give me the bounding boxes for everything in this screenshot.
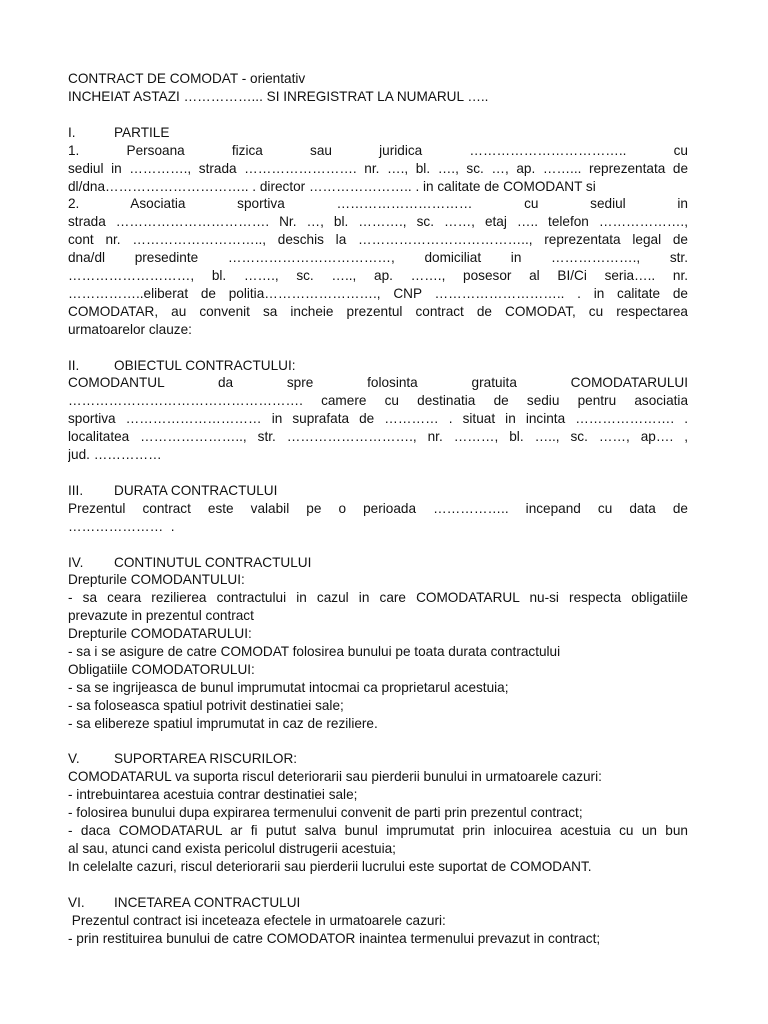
section-title: CONTINUTUL CONTRACTULUI <box>114 554 312 570</box>
paragraph-line: - prin restituirea bunului de catre COMODATOR inaintea termenului prevazut in contract; <box>68 930 601 946</box>
paragraph-line: - sa ceara rezilierea contractului in cazul in care COMODATARUL nu-si respecta obligatiile <box>68 590 688 606</box>
paragraph-line: urmatoarelor clauze: <box>68 321 192 337</box>
section-gap <box>68 106 688 124</box>
paragraph-line: sediul in …………., strada ……………………. nr. …., bl. …., sc. …, ap. ……... reprezentata de <box>68 160 688 176</box>
section-gap <box>68 876 688 894</box>
paragraph-line: 1. Persoana fizica sau juridica …………………………….. cu <box>68 142 688 158</box>
section-number: VI. <box>68 894 85 910</box>
paragraph-line: In celelalte cazuri, riscul deteriorarii sau pierderii lucrului este suportat de COMODANT. <box>68 858 592 874</box>
paragraph-line: ……………………………………………. camere cu destinatia de sediu pentru asociatia <box>68 393 688 409</box>
paragraph-line: - sa se ingrijeasca de bunul imprumutat intocmai ca proprietarul acestuia; <box>68 679 509 695</box>
paragraph-line: localitatea ………………….., str. ………………………., nr. ………, bl. ….., sc. ……, ap…. , <box>68 429 688 445</box>
document-body <box>68 70 688 947</box>
section-number: IV. <box>68 554 84 570</box>
paragraph-line: ………………… . <box>68 518 175 534</box>
document-title: CONTRACT DE COMODAT - orientativ <box>68 71 306 86</box>
section-title: PARTILE <box>114 124 170 140</box>
paragraph-line: prevazute in prezentul contract <box>68 608 254 624</box>
paragraph-line: Drepturile COMODATARULUI: <box>68 626 252 642</box>
section-heading <box>68 482 688 500</box>
paragraph-line: ………………………, bl. ……., sc. ….., ap. ……., posesor al BI/Ci seria….. nr. <box>68 267 688 283</box>
paragraph-line: COMODANTUL da spre folosinta gratuita COMODATARULUI <box>68 375 688 391</box>
paragraph-line: jud. …………… <box>68 446 162 462</box>
section-number: V. <box>68 751 80 767</box>
sections-container <box>68 106 688 948</box>
section-title: OBIECTUL CONTRACTULUI: <box>114 357 296 373</box>
section-title: INCETAREA CONTRACTULUI <box>114 894 301 910</box>
section-title: DURATA CONTRACTULUI <box>114 482 278 498</box>
section-gap <box>68 536 688 554</box>
section-gap <box>68 732 688 750</box>
section-heading <box>68 124 688 142</box>
section-title: SUPORTAREA RISCURILOR: <box>114 751 298 767</box>
section-heading <box>68 750 688 768</box>
paragraph-line: sportiva ………………………… in suprafata de ………… . situat in incinta …………………. . <box>68 411 688 427</box>
section-number: III. <box>68 482 84 498</box>
section-heading <box>68 894 688 912</box>
paragraph-line: ……………..eliberat de politia……………………., CNP ……………………….. . in calitate de <box>68 285 688 301</box>
paragraph-line: 2. Asociatia sportiva ………………………… cu sediul in <box>68 196 688 212</box>
paragraph-line: dna/dl presedinte ………………………………, domiciliat in ………………., str. <box>68 250 688 266</box>
section-number: II. <box>68 357 80 373</box>
paragraph-line: - folosirea bunului dupa expirarea termenului convenit de parti prin prezentul contract; <box>68 805 583 821</box>
paragraph-line: dl/dna………………………….. . director ………………….. . in calitate de COMODANT si <box>68 178 596 194</box>
paragraph-line: COMODATARUL va suporta riscul deteriorarii sau pierderii bunului in urmatoarele cazuri: <box>68 769 602 785</box>
document-subtitle: INCHEIAT ASTAZI ……………... SI INREGISTRAT LA NUMARUL ….. <box>68 88 489 104</box>
paragraph-line: cont nr. ……………………….., deschis la ……………………………….., reprezentata legal de <box>68 232 688 248</box>
section-heading <box>68 554 688 572</box>
paragraph-line: Obligatiile COMODATORULUI: <box>68 661 255 677</box>
paragraph-line: - sa foloseasca spatiul potrivit destinatiei sale; <box>68 697 344 713</box>
paragraph-line: - sa i se asigure de catre COMODAT folosirea bunului pe toata durata contractului <box>68 644 561 660</box>
paragraph-line: Drepturile COMODANTULUI: <box>68 572 245 588</box>
paragraph-line: al sau, atunci cand exista pericolul distrugerii acestuia; <box>68 840 396 856</box>
paragraph-line: strada ……………………………. Nr. …, bl. ………., sc. ……, etaj ….. telefon ………………., <box>68 214 688 230</box>
paragraph-line: Prezentul contract este valabil pe o perioada …………….. incepand cu data de <box>68 500 688 516</box>
section-number: I. <box>68 124 76 140</box>
paragraph-line: Prezentul contract isi inceteaza efectele in urmatoarele cazuri: <box>68 912 446 928</box>
section-heading <box>68 357 688 375</box>
paragraph-line: - intrebuintarea acestuia contrar destinatiei sale; <box>68 787 358 803</box>
section-gap <box>68 339 688 357</box>
section-gap <box>68 464 688 482</box>
paragraph-line: - daca COMODATARUL ar fi putut salva bunul imprumutat prin inlocuirea acestuia cu un bun <box>68 823 688 839</box>
paragraph-line: COMODATAR, au convenit sa incheie prezentul contract de COMODAT, cu respectarea <box>68 303 688 319</box>
paragraph-line: - sa elibereze spatiul imprumutat in caz de reziliere. <box>68 715 378 731</box>
